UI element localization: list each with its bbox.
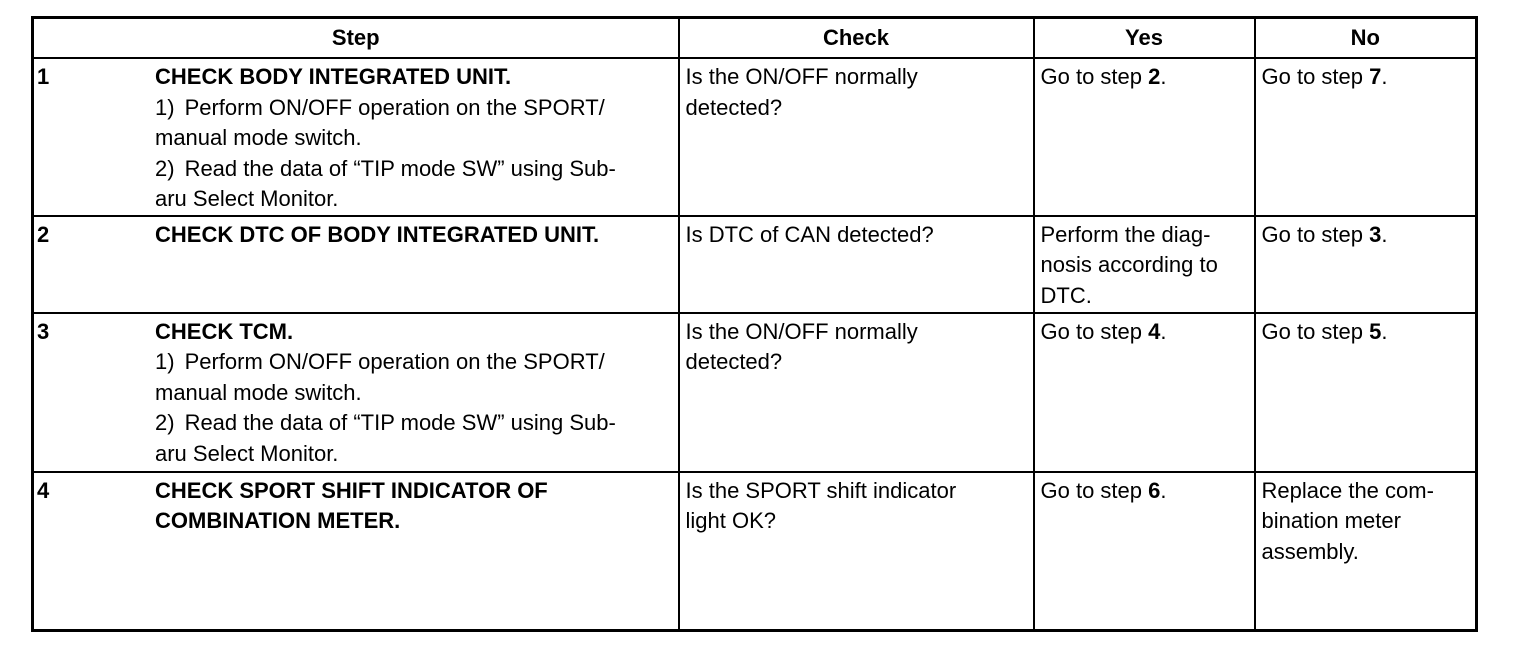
step-body: [155, 220, 672, 251]
header-row: [33, 18, 1477, 59]
step-cell: [33, 216, 679, 313]
no-text: Go to step: [1261, 318, 1370, 344]
substep: [155, 154, 666, 185]
step-cell: [33, 472, 679, 631]
substep: [155, 347, 666, 378]
substep: [155, 93, 666, 124]
no-text: Go to step: [1261, 64, 1370, 89]
table-row: [33, 216, 1477, 313]
yes-cell: [1034, 216, 1255, 313]
no-suffix: .: [1381, 318, 1388, 344]
no-text: Go to step: [1261, 221, 1370, 247]
step-title: CHECK SPORT SHIFT INDICATOR OF: [155, 477, 548, 503]
header-check: Check: [679, 18, 1034, 59]
no-cell: [1255, 472, 1477, 631]
check-line: Is the SPORT shift indicator: [685, 477, 957, 503]
no-line: bination meter: [1261, 508, 1401, 533]
step-body: [155, 476, 672, 537]
yes-suffix: .: [1160, 64, 1167, 89]
substep-text: aru Select Monitor.: [155, 186, 339, 211]
substep-text: aru Select Monitor.: [155, 440, 339, 466]
check-line: light OK?: [685, 508, 776, 533]
no-step-number: 7: [1369, 64, 1382, 89]
substep-text: manual mode switch.: [155, 379, 362, 405]
no-step-number: 5: [1369, 318, 1382, 344]
no-cell: [1255, 313, 1477, 472]
check-line: detected?: [685, 94, 783, 120]
step-cell: [33, 313, 679, 472]
yes-line: nosis according to: [1040, 252, 1218, 277]
yes-step-number: 2: [1148, 64, 1161, 89]
step-body: [155, 317, 672, 470]
no-step-number: 3: [1369, 221, 1382, 247]
substep-text: Read the data of “TIP mode SW” using Sub-: [184, 155, 616, 181]
substep-text: Perform ON/OFF operation on the SPORT/: [184, 94, 605, 120]
step-title: COMBINATION METER.: [155, 508, 401, 533]
step-number: 1: [37, 64, 50, 89]
diagnostic-table: [31, 16, 1478, 632]
table-row: [33, 472, 1477, 631]
substep-text: Read the data of “TIP mode SW” using Sub-: [184, 410, 616, 435]
yes-cell: [1034, 472, 1255, 631]
yes-line: Perform the diag-: [1040, 221, 1211, 247]
no-cell: [1255, 216, 1477, 313]
yes-cell: [1034, 313, 1255, 472]
header-yes: Yes: [1034, 18, 1255, 59]
check-line: Is the ON/OFF normally: [685, 318, 918, 344]
substep: [155, 408, 666, 439]
table-row: [33, 313, 1477, 472]
check-cell: [679, 216, 1034, 313]
no-suffix: .: [1381, 64, 1388, 89]
yes-step-number: 6: [1148, 477, 1161, 503]
header-no: No: [1255, 18, 1477, 59]
substep-text: Perform ON/OFF operation on the SPORT/: [184, 349, 605, 374]
no-line: Replace the com-: [1261, 477, 1434, 503]
yes-text: Go to step: [1040, 318, 1149, 344]
check-cell: [679, 58, 1034, 216]
check-line: Is the ON/OFF normally: [685, 64, 918, 89]
no-cell: [1255, 58, 1477, 216]
step-body: [155, 62, 672, 215]
yes-line: DTC.: [1040, 282, 1092, 308]
substep-index: 2): [155, 155, 175, 181]
substep-index: 1): [155, 94, 175, 120]
yes-cell: [1034, 58, 1255, 216]
step-cell: [33, 58, 679, 216]
yes-text: Go to step: [1040, 64, 1149, 89]
step-title: CHECK BODY INTEGRATED UNIT.: [155, 64, 512, 89]
table-row: [33, 58, 1477, 216]
yes-suffix: .: [1160, 318, 1167, 344]
no-line: assembly.: [1261, 538, 1359, 564]
step-number: 4: [37, 477, 50, 503]
step-title: CHECK TCM.: [155, 318, 294, 344]
header-step: Step: [33, 18, 679, 59]
check-line: Is DTC of CAN detected?: [685, 221, 934, 247]
check-cell: [679, 313, 1034, 472]
yes-step-number: 4: [1148, 318, 1161, 344]
check-line: detected?: [685, 349, 783, 374]
yes-text: Go to step: [1040, 477, 1149, 503]
substep-index: 2): [155, 410, 175, 435]
step-number: 2: [37, 221, 50, 247]
step-title: CHECK DTC OF BODY INTEGRATED UNIT.: [155, 221, 600, 247]
substep-index: 1): [155, 349, 175, 374]
yes-suffix: .: [1160, 477, 1167, 503]
check-cell: [679, 472, 1034, 631]
no-suffix: .: [1381, 221, 1388, 247]
step-number: 3: [37, 318, 50, 344]
substep-text: manual mode switch.: [155, 125, 362, 150]
